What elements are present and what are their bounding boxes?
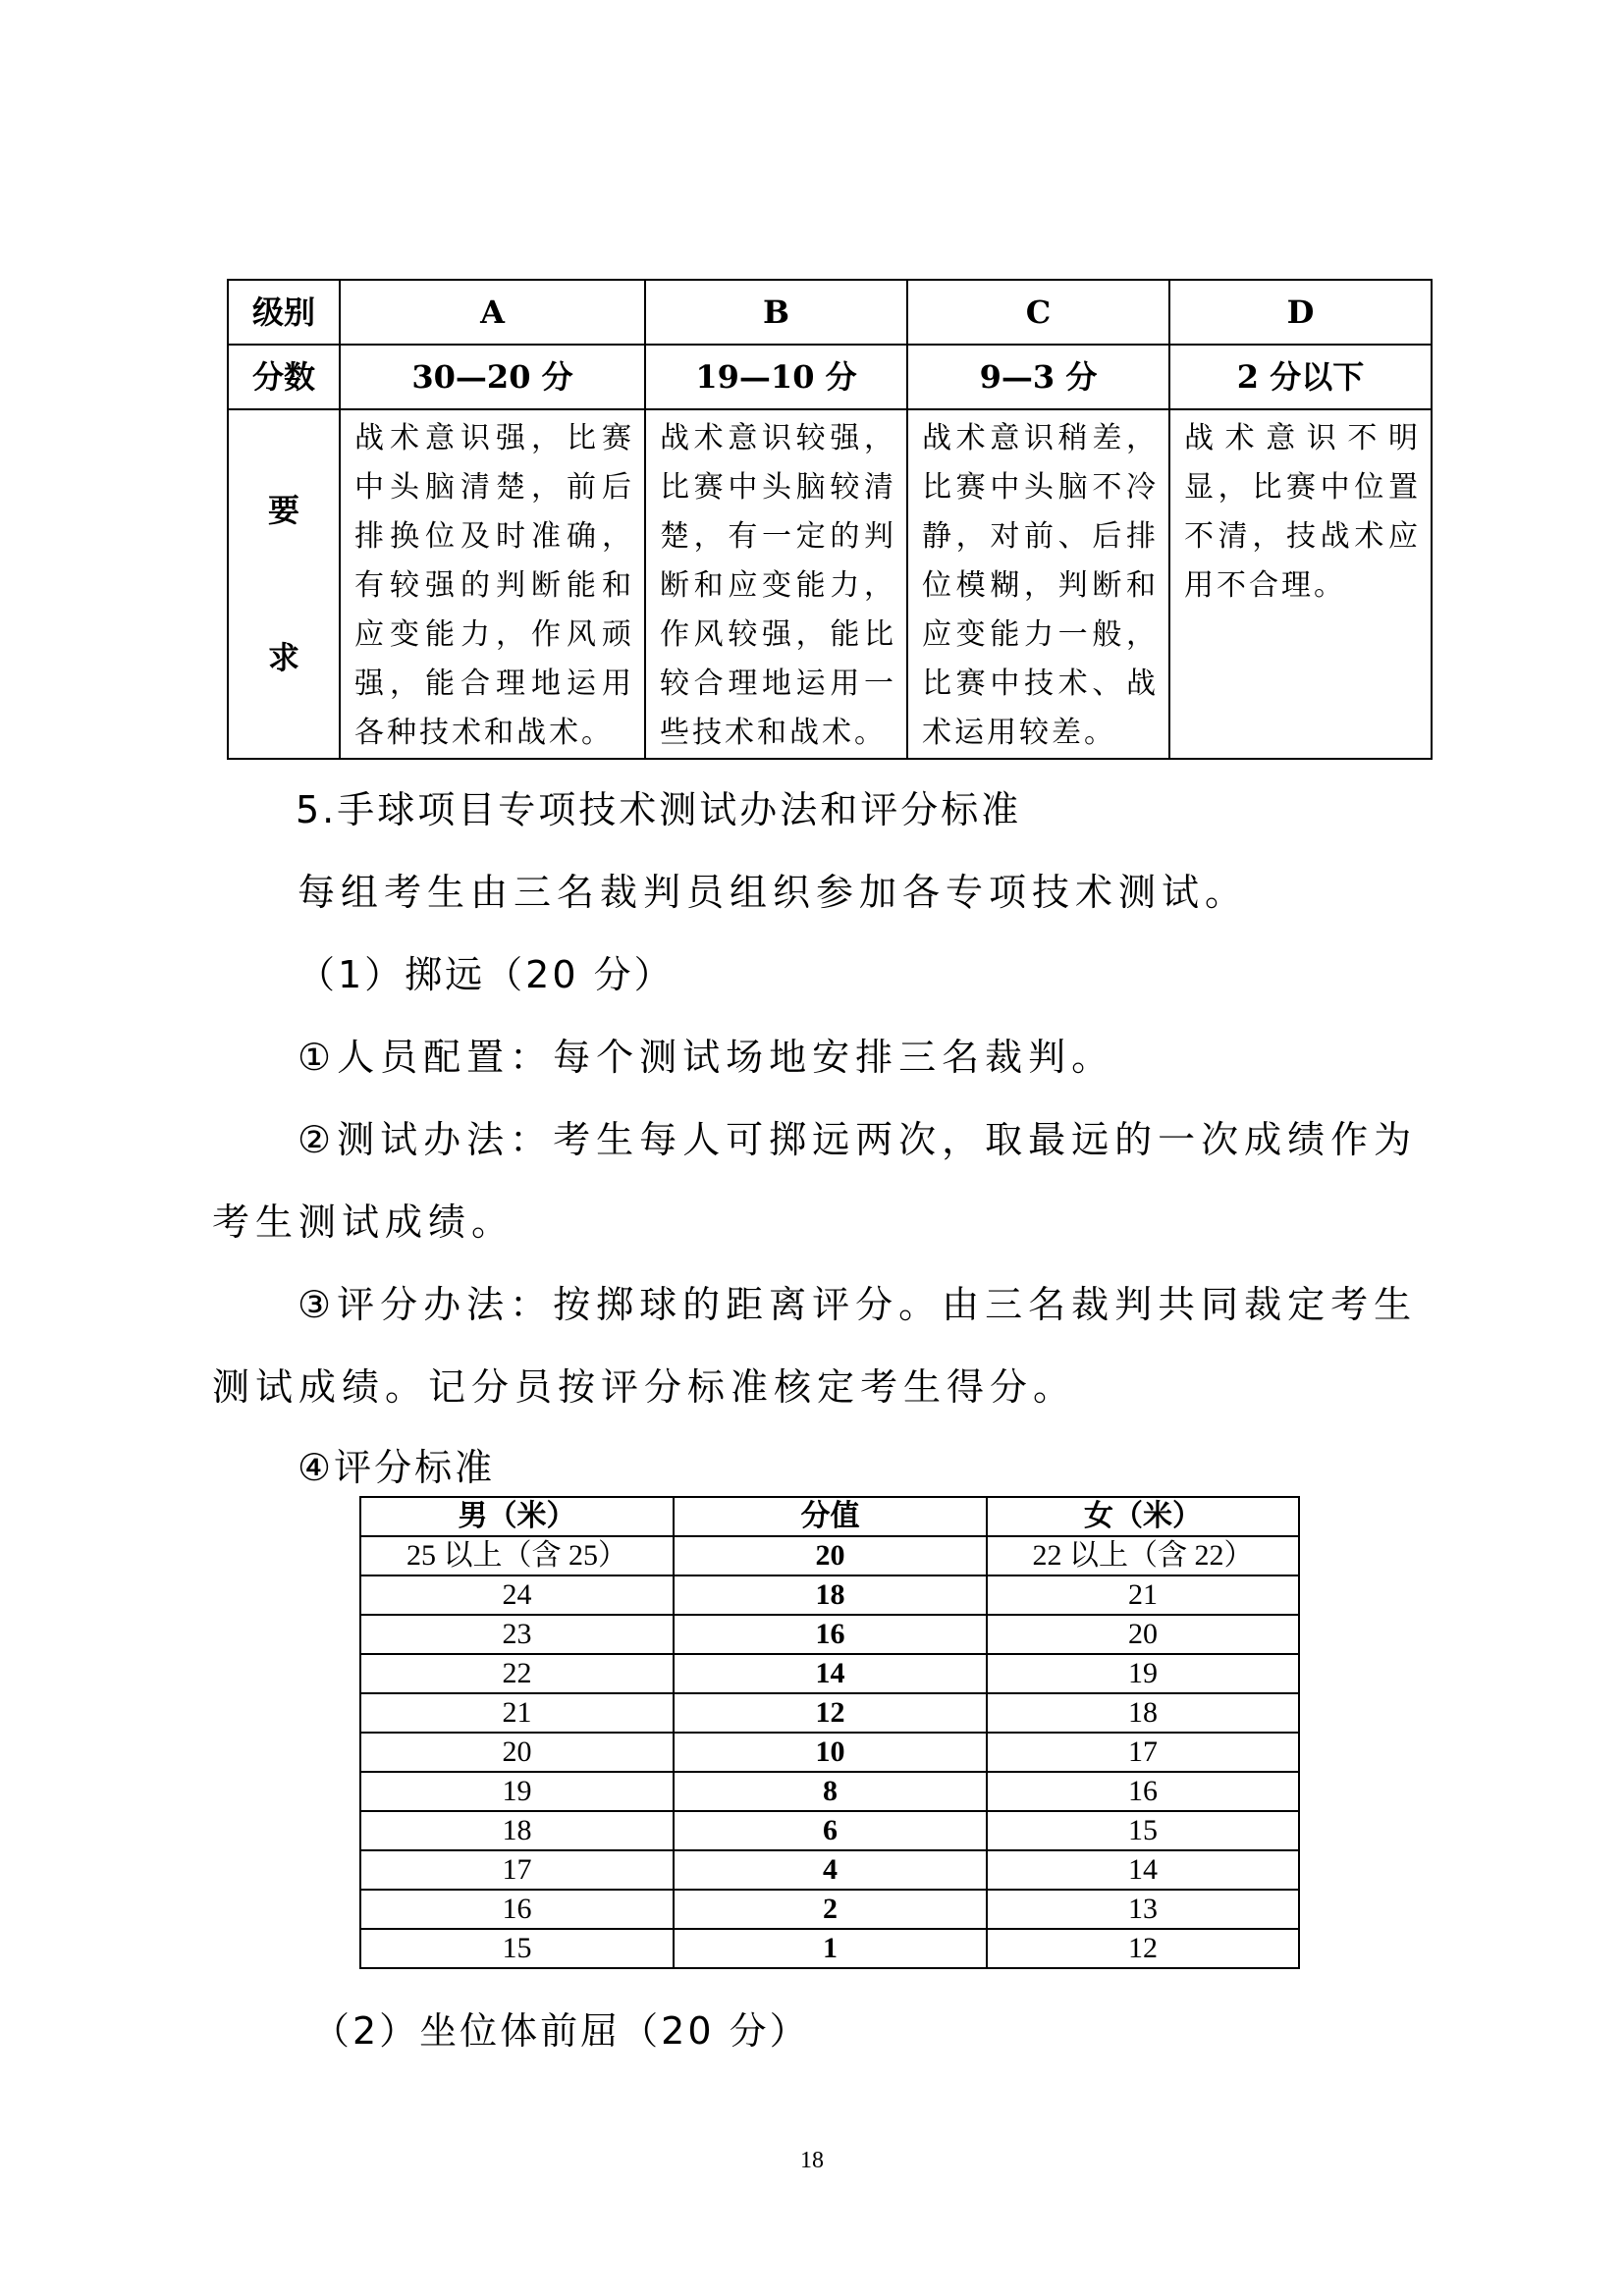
points-cell: 6 — [674, 1811, 987, 1850]
scoring-line-1: ③评分办法：按掷球的距离评分。由三名裁判共同裁定考生 — [298, 1283, 1418, 1326]
female-distance-cell: 14 — [987, 1850, 1299, 1890]
points-cell: 14 — [674, 1654, 987, 1693]
score-range-c: 9—3 分 — [907, 345, 1169, 409]
table-row — [360, 1536, 1299, 1575]
table-row — [360, 1654, 1299, 1693]
grade-a: A — [340, 280, 645, 345]
requirement-label-char-1: 要 — [267, 492, 299, 529]
page-number: 18 — [800, 2148, 824, 2173]
female-distance-cell: 17 — [987, 1733, 1299, 1772]
score-range-b: 19—10 分 — [645, 345, 907, 409]
points-cell: 2 — [674, 1890, 987, 1929]
female-distance-cell: 21 — [987, 1575, 1299, 1615]
male-distance-cell: 23 — [360, 1615, 674, 1654]
table-row — [360, 1733, 1299, 1772]
header-points: 分值 — [674, 1497, 987, 1536]
grade-row — [228, 280, 1432, 345]
male-distance-cell: 18 — [360, 1811, 674, 1850]
requirement-c: 战术意识稍差，比赛中头脑不冷静，对前、后排位模糊，判断和应变能力一般，比赛中技术、战术运用较差。 — [907, 409, 1169, 759]
header-female: 女（米） — [987, 1497, 1299, 1536]
points-cell: 16 — [674, 1615, 987, 1654]
table-row — [360, 1890, 1299, 1929]
grading-table — [227, 279, 1433, 760]
male-distance-cell: 25 以上（含 25） — [360, 1536, 674, 1575]
table-row — [360, 1850, 1299, 1890]
female-distance-cell: 16 — [987, 1772, 1299, 1811]
female-distance-cell: 12 — [987, 1929, 1299, 1968]
requirement-label-char-2: 求 — [267, 639, 299, 676]
grade-d: D — [1169, 280, 1432, 345]
standard-title: ④评分标准 — [298, 1446, 496, 1489]
score-table-header — [360, 1497, 1299, 1536]
points-cell: 4 — [674, 1850, 987, 1890]
requirement-row — [228, 409, 1432, 759]
table-row — [360, 1811, 1299, 1850]
male-distance-cell: 17 — [360, 1850, 674, 1890]
female-distance-cell: 20 — [987, 1615, 1299, 1654]
male-distance-cell: 24 — [360, 1575, 674, 1615]
header-male: 男（米） — [360, 1497, 674, 1536]
points-cell: 8 — [674, 1772, 987, 1811]
item1-title: （1）掷远（20 分） — [298, 953, 675, 996]
points-cell: 1 — [674, 1929, 987, 1968]
requirement-d: 战术意识不明显，比赛中位置不清，技战术应用不合理。 — [1169, 409, 1432, 759]
staffing-paragraph: ①人员配置：每个测试场地安排三名裁判。 — [298, 1036, 1115, 1079]
score-range-d: 2 分以下 — [1169, 345, 1432, 409]
item2-title: （2）坐位体前屈（20 分） — [312, 2009, 810, 2053]
section-heading: 5.手球项目专项技术测试办法和评分标准 — [296, 788, 1022, 831]
female-distance-cell: 18 — [987, 1693, 1299, 1733]
points-cell: 10 — [674, 1733, 987, 1772]
table-row — [360, 1615, 1299, 1654]
points-cell: 12 — [674, 1693, 987, 1733]
female-distance-cell: 19 — [987, 1654, 1299, 1693]
female-distance-cell: 22 以上（含 22） — [987, 1536, 1299, 1575]
grade-b: B — [645, 280, 907, 345]
table-row — [360, 1693, 1299, 1733]
male-distance-cell: 20 — [360, 1733, 674, 1772]
points-cell: 20 — [674, 1536, 987, 1575]
male-distance-cell: 15 — [360, 1929, 674, 1968]
female-distance-cell: 13 — [987, 1890, 1299, 1929]
grade-c: C — [907, 280, 1169, 345]
method-line-1: ②测试办法：考生每人可掷远两次，取最远的一次成绩作为 — [298, 1118, 1418, 1161]
points-cell: 18 — [674, 1575, 987, 1615]
scoring-line-2: 测试成绩。记分员按评分标准核定考生得分。 — [212, 1365, 1077, 1409]
requirement-label — [228, 409, 340, 759]
male-distance-cell: 22 — [360, 1654, 674, 1693]
table-row — [360, 1929, 1299, 1968]
score-label: 分数 — [228, 345, 340, 409]
male-distance-cell: 19 — [360, 1772, 674, 1811]
table-row — [360, 1575, 1299, 1615]
requirement-b: 战术意识较强，比赛中头脑较清楚，有一定的判断和应变能力，作风较强，能比较合理地运用一些技术和战术。 — [645, 409, 907, 759]
table-row — [360, 1772, 1299, 1811]
method-line-2: 考生测试成绩。 — [212, 1201, 515, 1244]
level-label: 级别 — [228, 280, 340, 345]
female-distance-cell: 15 — [987, 1811, 1299, 1850]
requirement-a: 战术意识强，比赛中头脑清楚，前后排换位及时准确，有较强的判断能和应变能力，作风顽强，能合理地运用各种技术和战术。 — [340, 409, 645, 759]
intro-paragraph: 每组考生由三名裁判员组织参加各专项技术测试。 — [298, 871, 1249, 914]
score-range-row — [228, 345, 1432, 409]
score-range-a: 30—20 分 — [340, 345, 645, 409]
male-distance-cell: 16 — [360, 1890, 674, 1929]
male-distance-cell: 21 — [360, 1693, 674, 1733]
score-table — [359, 1496, 1300, 1969]
